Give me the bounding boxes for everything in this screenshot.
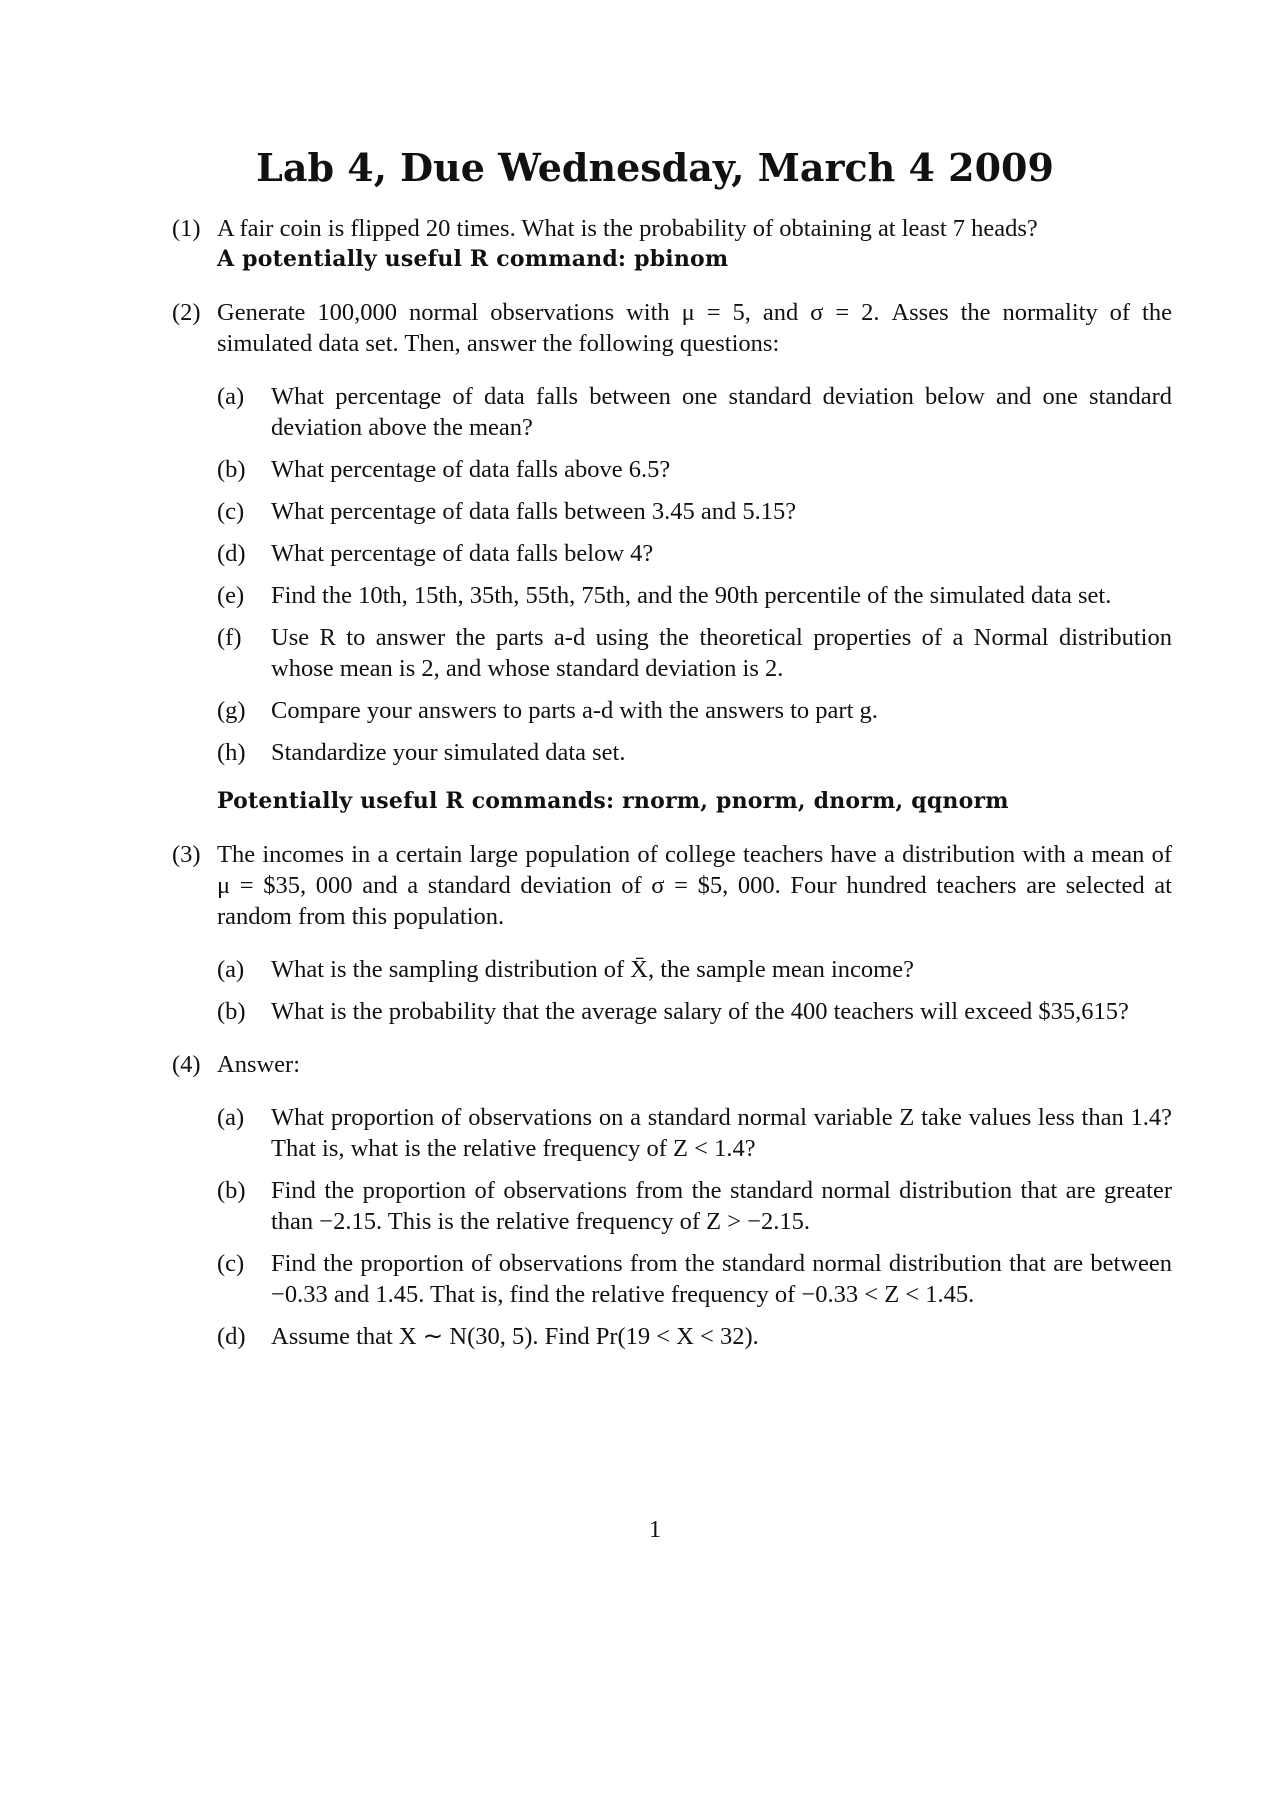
question-number: (2) bbox=[172, 299, 201, 326]
subpart-label: (b) bbox=[217, 998, 246, 1025]
question-1 bbox=[172, 213, 1172, 275]
subpart-list bbox=[217, 1102, 1172, 1352]
subpart-text: What percentage of data falls between 3.45 and 5.15? bbox=[271, 498, 797, 525]
subpart-text: Assume that X ∼ N(30, 5). Find Pr(19 < X < 32). bbox=[271, 1323, 759, 1350]
subpart-text: Use R to answer the parts a-d using the theoretical properties of a Normal distribution whose mean is 2, and whose standard deviation is 2. bbox=[271, 624, 1172, 682]
question-2 bbox=[172, 297, 1172, 817]
subpart-label: (d) bbox=[217, 1323, 246, 1350]
subpart-label: (c) bbox=[217, 498, 245, 525]
question-text: Answer: bbox=[217, 1051, 301, 1078]
subpart bbox=[217, 1321, 1172, 1352]
subpart-label: (b) bbox=[217, 1177, 246, 1204]
subpart bbox=[217, 737, 1172, 768]
subpart-label: (g) bbox=[217, 697, 246, 724]
subpart-text: What percentage of data falls between one standard deviation below and one standard deviation above the mean? bbox=[271, 383, 1172, 441]
subpart-label: (a) bbox=[217, 956, 245, 983]
subpart-text: What proportion of observations on a standard normal variable Z take values less than 1.4? That is, what is the relative frequency of Z < 1.4? bbox=[271, 1104, 1172, 1162]
subpart-text: Compare your answers to parts a-d with the answers to part g. bbox=[271, 697, 878, 724]
subpart bbox=[217, 1102, 1172, 1164]
subpart-label: (f) bbox=[217, 624, 242, 651]
subpart-label: (d) bbox=[217, 540, 246, 567]
subpart bbox=[217, 695, 1172, 726]
subpart-text: Find the proportion of observations from the standard normal distribution that are between −0.33 and 1.45. That is, find the relative frequency of −0.33 < Z < 1.45. bbox=[271, 1250, 1172, 1308]
r-command-hint: A potentially useful R command: pbinom bbox=[217, 246, 729, 272]
subpart-text: Find the 10th, 15th, 35th, 55th, 75th, and the 90th percentile of the simulated data set. bbox=[271, 582, 1112, 609]
subpart-text: What is the sampling distribution of X̄, the sample mean income? bbox=[271, 956, 914, 983]
question-3 bbox=[172, 839, 1172, 1027]
subpart bbox=[217, 496, 1172, 527]
subpart bbox=[217, 622, 1172, 684]
subpart-text: Standardize your simulated data set. bbox=[271, 739, 626, 766]
subpart bbox=[217, 454, 1172, 485]
subpart-list bbox=[217, 954, 1172, 1027]
question-number: (3) bbox=[172, 841, 201, 868]
subpart bbox=[217, 1175, 1172, 1237]
subpart-label: (e) bbox=[217, 582, 245, 609]
question-list bbox=[172, 213, 1172, 1374]
subpart-label: (a) bbox=[217, 1104, 245, 1131]
subpart bbox=[217, 538, 1172, 569]
page-number: 1 bbox=[648, 1516, 662, 1543]
subpart-text: What percentage of data falls below 4? bbox=[271, 540, 654, 567]
question-text: A fair coin is flipped 20 times. What is the probability of obtaining at least 7 heads? bbox=[217, 215, 1038, 242]
subpart bbox=[217, 580, 1172, 611]
question-text: Generate 100,000 normal observations with μ = 5, and σ = 2. Asses the normality of the simulated data set. Then, answer the following questions: bbox=[217, 299, 1172, 357]
r-commands-hint: Potentially useful R commands: rnorm, pnorm, dnorm, qqnorm bbox=[217, 788, 1009, 814]
subpart bbox=[217, 381, 1172, 443]
subpart-text: What is the probability that the average salary of the 400 teachers will exceed $35,615? bbox=[271, 998, 1129, 1025]
question-4 bbox=[172, 1049, 1172, 1352]
subpart-list bbox=[217, 381, 1172, 768]
subpart bbox=[217, 996, 1172, 1027]
subpart-label: (h) bbox=[217, 739, 246, 766]
subpart bbox=[217, 954, 1172, 985]
page-title: Lab 4, Due Wednesday, March 4 2009 bbox=[256, 145, 1054, 190]
question-text: The incomes in a certain large population of college teachers have a distribution with a mean of μ = $35, 000 and a standard deviation of σ = $5, 000. Four hundred teachers are selected at random from this population. bbox=[217, 841, 1172, 930]
subpart-label: (a) bbox=[217, 383, 245, 410]
question-number: (4) bbox=[172, 1051, 201, 1078]
subpart bbox=[217, 1248, 1172, 1310]
subpart-text: What percentage of data falls above 6.5? bbox=[271, 456, 671, 483]
subpart-label: (c) bbox=[217, 1250, 245, 1277]
subpart-text: Find the proportion of observations from the standard normal distribution that are greater than −2.15. This is the relative frequency of Z > −2.15. bbox=[271, 1177, 1172, 1235]
subpart-label: (b) bbox=[217, 456, 246, 483]
question-number: (1) bbox=[172, 215, 201, 242]
